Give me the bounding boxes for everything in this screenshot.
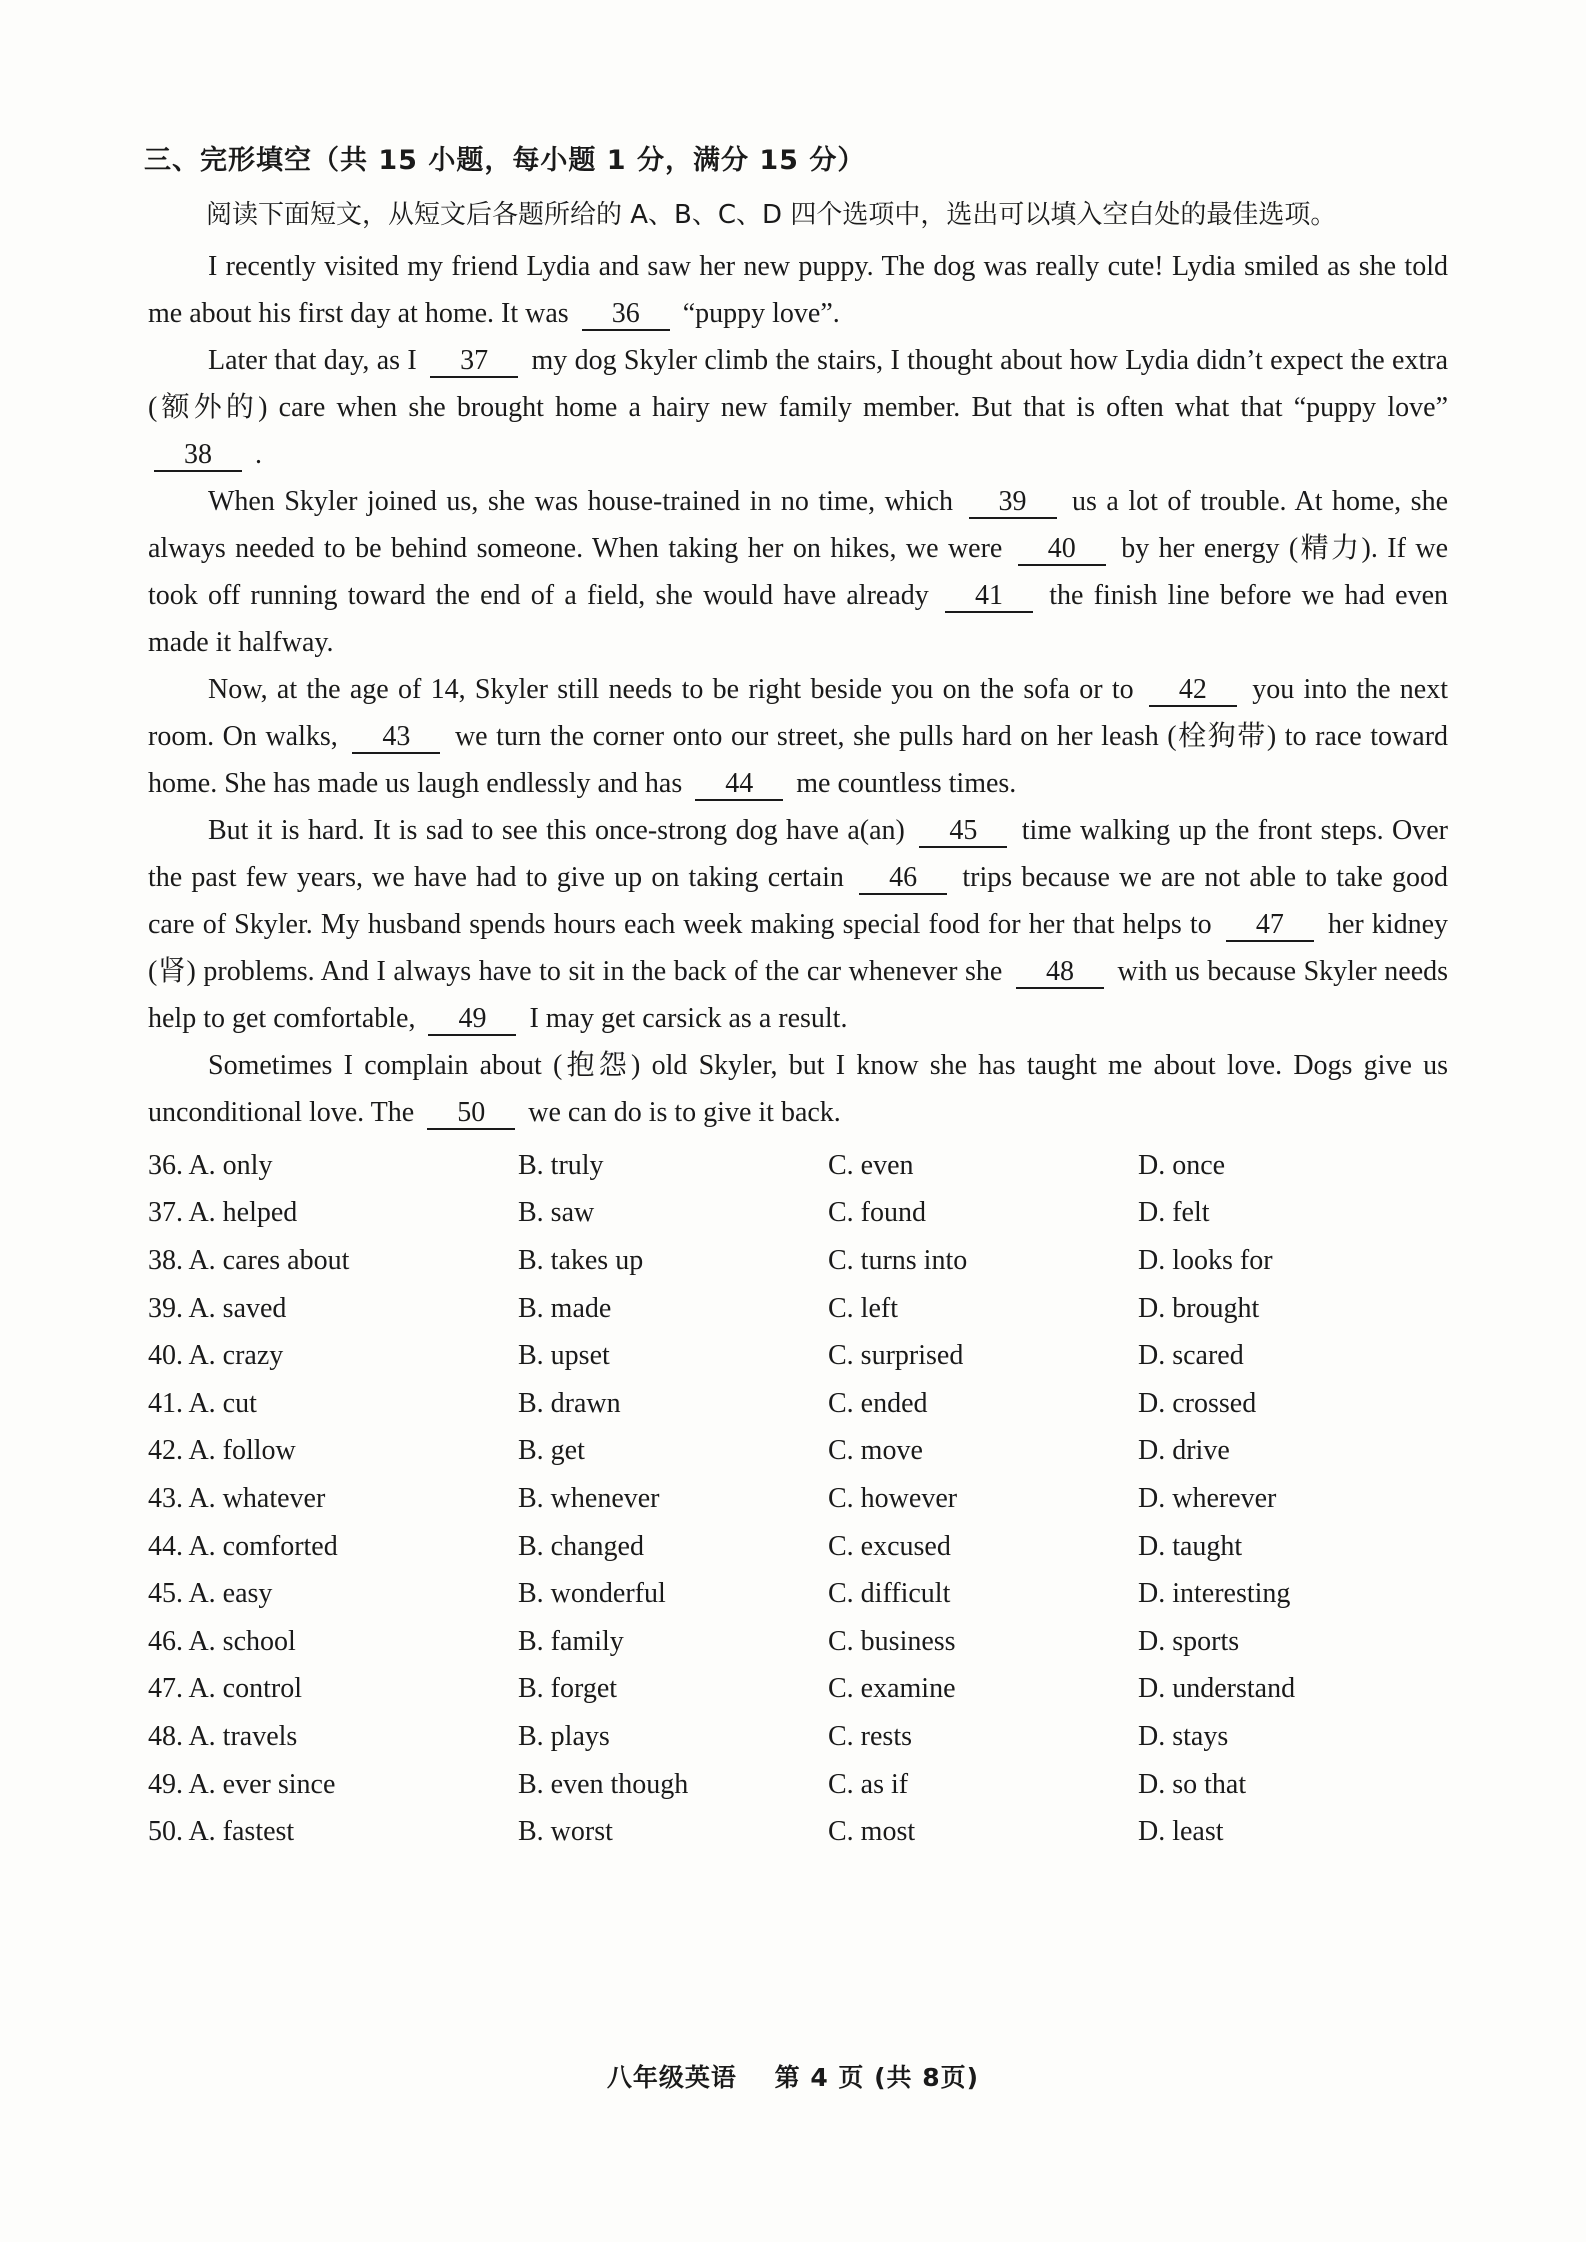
option-a[interactable]: 42. A. follow (148, 1435, 296, 1467)
option-b[interactable]: B. drawn (518, 1387, 621, 1419)
option-b[interactable]: B. changed (518, 1530, 644, 1562)
blank-48[interactable]: 48 (1016, 957, 1104, 989)
option-a[interactable]: 38. A. cares about (148, 1244, 350, 1276)
passage-paragraph (148, 666, 1448, 807)
option-row (148, 1380, 1448, 1428)
passage-paragraph (148, 807, 1448, 1042)
option-a[interactable]: 49. A. ever since (148, 1768, 336, 1800)
option-d[interactable]: D. looks for (1138, 1244, 1273, 1276)
option-d[interactable]: D. taught (1138, 1530, 1243, 1562)
option-b[interactable]: B. family (518, 1625, 624, 1657)
blank-49[interactable]: 49 (428, 1004, 516, 1036)
blank-45[interactable]: 45 (919, 816, 1007, 848)
option-c[interactable]: C. examine (828, 1673, 956, 1705)
option-row (148, 1475, 1448, 1523)
option-b[interactable]: B. made (518, 1292, 612, 1324)
option-a[interactable]: 36. A. only (148, 1149, 273, 1181)
option-b[interactable]: B. upset (518, 1340, 610, 1372)
passage-text: her kidney (肾) problems. And I always have to sit in the back of the car whenever she (148, 909, 1449, 987)
option-d[interactable]: D. least (1138, 1816, 1224, 1848)
option-a[interactable]: 40. A. crazy (148, 1340, 284, 1372)
option-row (148, 1761, 1448, 1809)
option-d[interactable]: D. so that (1138, 1768, 1247, 1800)
passage-paragraph (148, 243, 1448, 337)
option-b[interactable]: B. saw (518, 1197, 595, 1229)
blank-36[interactable]: 36 (582, 299, 670, 331)
passage-text: “puppy love”. (682, 298, 840, 329)
passage-text: my dog Skyler climb the stairs, I thought about how Lydia didn’t expect the extra (额外的) care when she brought home a hairy new family member. But that is often what that “puppy love” (148, 345, 1449, 423)
option-d[interactable]: D. scared (1138, 1340, 1244, 1372)
footer-subject: 八年级英语 (606, 2063, 737, 2092)
passage-text: When Skyler joined us, she was house-trained in no time, which (208, 486, 954, 517)
passage-text: Sometimes I complain about (抱怨) old Skyler, but I know she has taught me about love. Dogs give us unconditional love. The (148, 1050, 1448, 1128)
passage-text: Later that day, as I (208, 345, 417, 376)
option-a[interactable]: 43. A. whatever (148, 1482, 326, 1514)
option-row (148, 1142, 1448, 1190)
option-c[interactable]: C. move (828, 1435, 923, 1467)
blank-44[interactable]: 44 (695, 769, 783, 801)
option-b[interactable]: B. plays (518, 1720, 610, 1752)
blank-47[interactable]: 47 (1226, 910, 1314, 942)
option-a[interactable]: 45. A. easy (148, 1578, 273, 1610)
option-d[interactable]: D. crossed (1138, 1387, 1257, 1419)
option-b[interactable]: B. get (518, 1435, 585, 1467)
passage-text: us a lot of trouble. At home, she always needed to be behind someone. When taking her on hikes, we were (148, 486, 1449, 564)
option-d[interactable]: D. understand (1138, 1673, 1296, 1705)
option-d[interactable]: D. interesting (1138, 1578, 1291, 1610)
option-c[interactable]: C. however (828, 1482, 958, 1514)
option-row (148, 1808, 1448, 1856)
option-d[interactable]: D. stays (1138, 1720, 1229, 1752)
option-row (148, 1713, 1448, 1761)
passage-text: But it is hard. It is sad to see this once-strong dog have a(an) (208, 815, 905, 846)
cloze-passage (148, 243, 1448, 1136)
option-c[interactable]: C. surprised (828, 1340, 964, 1372)
passage-text: . (255, 439, 262, 470)
option-d[interactable]: D. drive (1138, 1435, 1230, 1467)
passage-paragraph (148, 1042, 1448, 1136)
passage-paragraph (148, 337, 1448, 478)
option-row (148, 1285, 1448, 1333)
blank-46[interactable]: 46 (859, 863, 947, 895)
passage-text: with us because Skyler needs help to get comfortable, (148, 956, 1449, 1034)
option-a[interactable]: 41. A. cut (148, 1387, 257, 1419)
option-c[interactable]: C. excused (828, 1530, 951, 1562)
blank-40[interactable]: 40 (1018, 534, 1106, 566)
answer-options (148, 1142, 1448, 1856)
option-a[interactable]: 50. A. fastest (148, 1816, 295, 1848)
option-a[interactable]: 47. A. control (148, 1673, 302, 1705)
page-footer (0, 2058, 1586, 2094)
option-row (148, 1428, 1448, 1476)
option-c[interactable]: C. left (828, 1292, 898, 1324)
option-row (148, 1237, 1448, 1285)
option-c[interactable]: C. as if (828, 1768, 909, 1800)
passage-text: trips because we are not able to take good care of Skyler. My husband spends hours each week making special food for her that helps to (148, 862, 1449, 940)
option-row (148, 1190, 1448, 1238)
option-b[interactable]: B. even though (518, 1768, 689, 1800)
option-d[interactable]: D. sports (1138, 1625, 1240, 1657)
option-row (148, 1618, 1448, 1666)
passage-text: the finish line before we had even made it halfway. (148, 580, 1449, 658)
option-a[interactable]: 44. A. comforted (148, 1530, 338, 1562)
option-c[interactable]: C. ended (828, 1387, 928, 1419)
passage-text: I may get carsick as a result. (529, 1003, 848, 1034)
option-d[interactable]: D. brought (1138, 1292, 1260, 1324)
option-b[interactable]: B. wonderful (518, 1578, 666, 1610)
blank-37[interactable]: 37 (430, 346, 518, 378)
option-c[interactable]: C. even (828, 1149, 914, 1181)
exam-page (144, 140, 1449, 1856)
option-d[interactable]: D. felt (1138, 1197, 1210, 1229)
passage-text: me countless times. (796, 768, 1017, 799)
option-d[interactable]: D. once (1138, 1149, 1226, 1181)
option-a[interactable]: 48. A. travels (148, 1720, 298, 1752)
option-c[interactable]: C. most (828, 1816, 916, 1848)
option-c[interactable]: C. rests (828, 1720, 912, 1752)
option-c[interactable]: C. turns into (828, 1244, 968, 1276)
option-b[interactable]: B. whenever (518, 1482, 660, 1514)
option-a[interactable]: 39. A. saved (148, 1292, 287, 1324)
passage-text: I recently visited my friend Lydia and saw her new puppy. The dog was really cute! Lydia smiled as she told me about his first day at home. It was (148, 251, 1448, 329)
option-b[interactable]: B. worst (518, 1816, 613, 1848)
blank-38[interactable]: 38 (154, 440, 242, 472)
option-b[interactable]: B. takes up (518, 1244, 644, 1276)
passage-text: time walking up the front steps. Over the past few years, we have had to give up on taking certain (148, 815, 1449, 893)
option-c[interactable]: C. found (828, 1197, 926, 1229)
option-row (148, 1666, 1448, 1714)
option-d[interactable]: D. wherever (1138, 1482, 1277, 1514)
option-c[interactable]: C. difficult (828, 1578, 951, 1610)
option-row (148, 1523, 1448, 1571)
option-row (148, 1332, 1448, 1380)
passage-text: we can do is to give it back. (528, 1097, 841, 1128)
option-c[interactable]: C. business (828, 1625, 956, 1657)
passage-text: you into the next room. On walks, (148, 674, 1449, 752)
passage-paragraph (148, 478, 1448, 666)
section-instruction: 阅读下面短文，从短文后各题所给的 A、B、C、D 四个选项中，选出可以填入空白处的最佳选项。 (206, 200, 1337, 230)
blank-50[interactable]: 50 (427, 1098, 515, 1130)
option-b[interactable]: B. truly (518, 1149, 604, 1181)
blank-43[interactable]: 43 (352, 722, 440, 754)
blank-42[interactable]: 42 (1149, 675, 1237, 707)
option-row (148, 1570, 1448, 1618)
option-a[interactable]: 46. A. school (148, 1625, 296, 1657)
option-b[interactable]: B. forget (518, 1673, 618, 1705)
option-a[interactable]: 37. A. helped (148, 1197, 298, 1229)
passage-text: Now, at the age of 14, Skyler still needs to be right beside you on the sofa or to (208, 674, 1134, 705)
blank-39[interactable]: 39 (969, 487, 1057, 519)
section-title: 三、完形填空（共 15 小题，每小题 1 分，满分 15 分） (144, 145, 866, 176)
footer-page-number: 第 4 页 (共 8页) (774, 2063, 980, 2092)
blank-41[interactable]: 41 (945, 581, 1033, 613)
passage-text: by her energy (精力). If we took off running toward the end of a field, she would have already (148, 533, 1449, 611)
passage-text: we turn the corner onto our street, she pulls hard on her leash (栓狗带) to race toward home. She has made us laugh endlessly and has (148, 721, 1449, 799)
